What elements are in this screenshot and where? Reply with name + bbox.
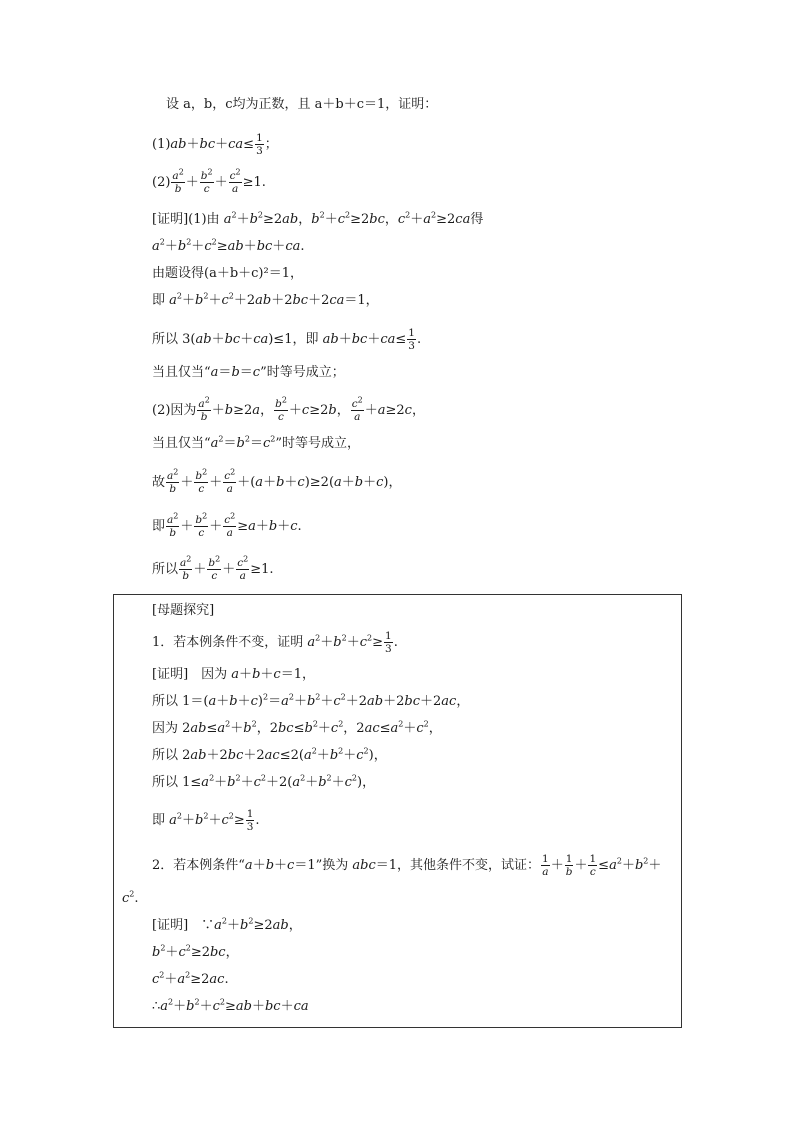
problem-part-2: (2) $\frac{a^2}{b}$ ＋ $\frac{b^2}{c}$ ＋ $\frac{c^2}{a}$ ≥1. <box>152 167 266 195</box>
problem-part-1: (1)ab＋bc＋ca≤ $\frac{1}{3}$ ； <box>152 132 278 157</box>
explore-question-2-cont: $c^2$. <box>122 889 139 906</box>
q1-proof-line-6: 即 $a^2+b^2+c^2\ge$ $\frac{1}{3}$ . <box>152 808 260 833</box>
explore-title: [母题探究] <box>152 603 215 618</box>
problem-stem: 设 a，b，c均为正数，且 a＋b＋c＝1，证明： <box>166 97 438 112</box>
q1-proof-line-4: 所以 $2ab+2bc+2ac\le 2(a^2+b^2+c^2)$， <box>152 746 387 763</box>
q2-proof-line-4: $\therefore a^2+b^2+c^2\ge ab+bc+ca$ <box>152 997 309 1014</box>
proof-line-2: $a^2+b^2+c^2\ge ab+bc+ca$. <box>152 237 305 254</box>
q2-proof-line-3: $c^2+a^2\ge 2ac$. <box>152 970 229 987</box>
proof-line-7: (2)因为 $\frac{a^2}{b}$ ＋b≥2a， $\frac{b^2}{c}$ ＋c≥2b， $\frac{c^2}{a}$ ＋a≥2c， <box>152 395 425 423</box>
explore-question-2: 2．若本例条件“a＋b＋c＝1”换为 abc＝1，其他条件不变，试证： $\frac{1}{a}$ ＋ $\frac{1}{b}$ ＋ $\frac{1}{c}$ $\le a^2+b^2+$ <box>152 853 662 878</box>
proof-line-6: 当且仅当“a＝b＝c”时等号成立； <box>152 365 345 380</box>
proof-line-10: 即 $\frac{a^2}{b}$ ＋ $\frac{b^2}{c}$ ＋ $\frac{c^2}{a}$ ≥a＋b＋c. <box>152 511 302 539</box>
q1-proof-line-2: 所以 $1=(a+b+c)^2=a^2+b^2+c^2+2ab+2bc+2ac$， <box>152 692 470 709</box>
proof-line-9: 故 $\frac{a^2}{b}$ ＋ $\frac{b^2}{c}$ ＋ $\frac{c^2}{a}$ ＋(a＋b＋c)≥2(a＋b＋c)， <box>152 467 402 495</box>
proof-line-11: 所以 $\frac{a^2}{b}$ ＋ $\frac{b^2}{c}$ ＋ $\frac{c^2}{a}$ ≥1. <box>152 554 274 582</box>
proof-line-3: 由题设得(a＋b＋c)²＝1， <box>152 266 303 281</box>
proof-line-8: 当且仅当“$a^2=b^2=c^2$”时等号成立， <box>152 434 360 451</box>
q1-proof-line-1: [证明] 因为 a＋b＋c＝1， <box>152 667 315 682</box>
q2-proof-line-1: [证明] $\because a^2+b^2\ge 2ab$， <box>152 916 302 933</box>
q1-proof-line-3: 因为 $2ab\le a^2+b^2$，$2bc\le b^2+c^2$，$2ac\le a^2+c^2$， <box>152 719 442 736</box>
proof-line-5: 所以 3(ab＋bc＋ca)≤1，即 ab＋bc＋ca≤ $\frac{1}{3}$ . <box>152 327 422 352</box>
proof-line-1: [证明](1)由 $a^2+b^2\ge 2ab$，$b^2+c^2\ge 2bc$，$c^2+a^2\ge 2ca$得 <box>152 210 484 227</box>
explore-question-1: 1．若本例条件不变，证明 $a^2+b^2+c^2\ge$ $\frac{1}{3}$ . <box>152 630 398 655</box>
q1-proof-line-5: 所以 $1\le a^2+b^2+c^2+2(a^2+b^2+c^2)$， <box>152 773 376 790</box>
q2-proof-line-2: $b^2+c^2\ge 2bc$， <box>152 943 239 960</box>
proof-line-4: 即 $a^2+b^2+c^2+2ab+2bc+2ca=1$， <box>152 291 379 308</box>
